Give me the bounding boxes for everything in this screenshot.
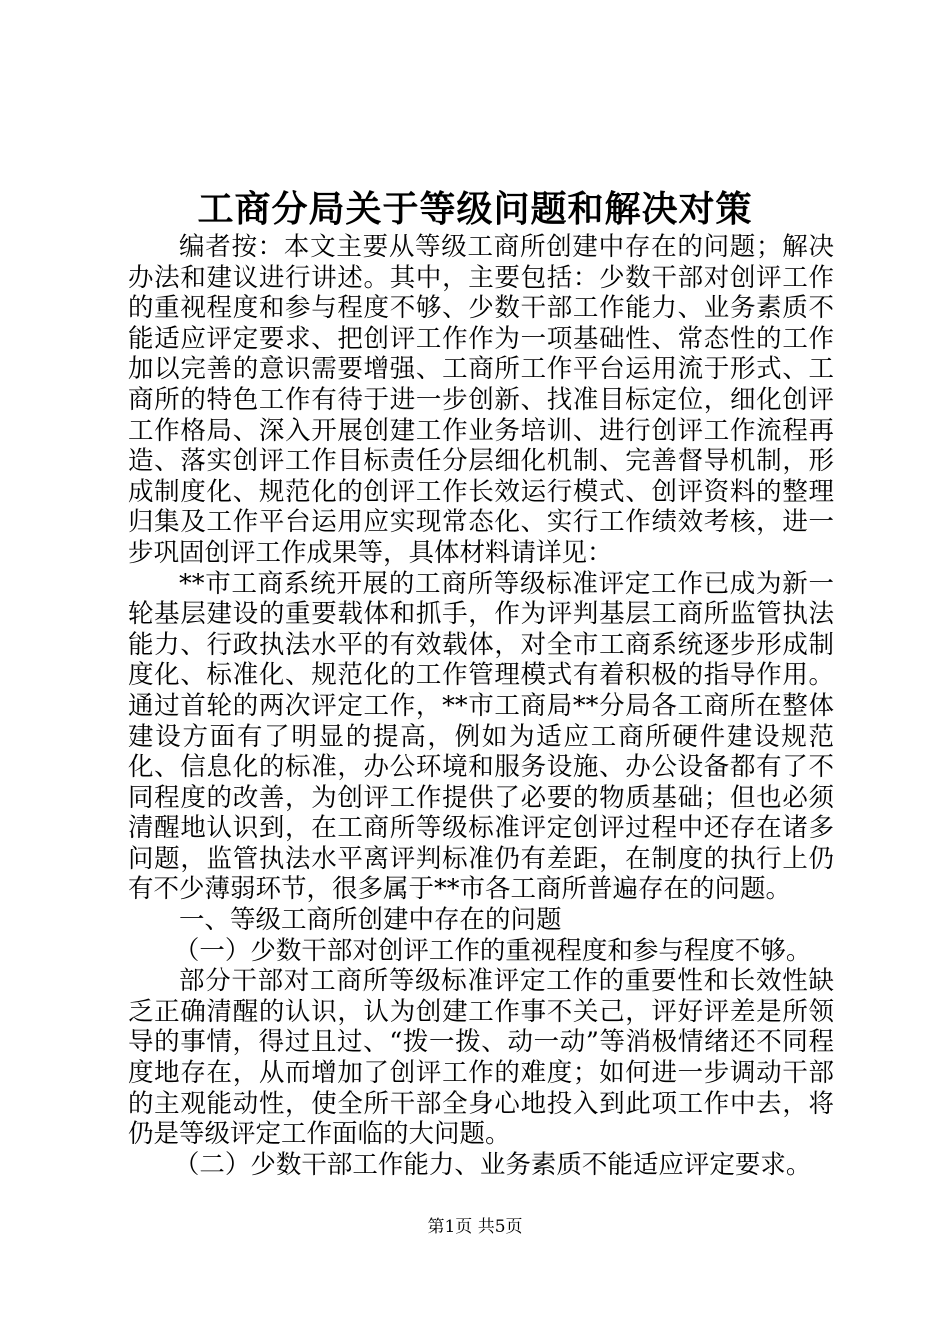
- subsection-heading-1: （一）少数干部对创评工作的重视程度和参与程度不够。: [173, 935, 812, 966]
- page-footer: 第1页 共5页: [427, 1217, 523, 1237]
- body-paragraph: 部分干部对工商所等级标准评定工作的重要性和长效性缺乏正确清醒的认识，认为创建工作事不关己，评好评差是所领导的事情，得过且过、“拨一拨、动一动”等消极情绪还不同程度地存在，从而增加了创评工作的难度；如何进一步调动干部的主观能动性，使全所干部全身心地投入到此项工作中去，将仍是等级评定工作面临的大问题。: [128, 966, 834, 1150]
- subsection-heading-2: （二）少数干部工作能力、业务素质不能适应评定要求。: [173, 1149, 812, 1180]
- editor-note-paragraph: 编者按：本文主要从等级工商所创建中存在的问题；解决办法和建议进行讲述。其中，主要包括：少数干部对创评工作的重视程度和参与程度不够、少数干部工作能力、业务素质不能适应评定要求、把创评工作作为一项基础性、常态性的工作加以完善的意识需要增强、工商所工作平台运用流于形式、工商所的特色工作有待于进一步创新、找准目标定位，细化创评工作格局、深入开展创建工作业务培训、进行创评工作流程再造、落实创评工作目标责任分层细化机制、完善督导机制，形成制度化、规范化的创评工作长效运行模式、创评资料的整理归集及工作平台运用应实现常态化、实行工作绩效考核，进一步巩固创评工作成果等，具体材料请详见：: [128, 232, 834, 568]
- intro-paragraph: **市工商系统开展的工商所等级标准评定工作已成为新一轮基层建设的重要载体和抓手，作为评判基层工商所监管执法能力、行政执法水平的有效载体，对全市工商系统逐步形成制度化、标准化、规范化的工作管理模式有着积极的指导作用。通过首轮的两次评定工作，**市工商局**分局各工商所在整体建设方面有了明显的提高，例如为适应工商所硬件建设规范化、信息化的标准，办公环境和服务设施、办公设备都有了不同程度的改善，为创评工作提供了必要的物质基础；但也必须清醒地认识到，在工商所等级标准评定创评过程中还存在诸多问题，监管执法水平离评判标准仍有差距，在制度的执行上仍有不少薄弱环节，很多属于**市各工商所普遍存在的问题。: [128, 568, 834, 905]
- document-body: [128, 232, 834, 1180]
- section-heading: 一、等级工商所创建中存在的问题: [179, 905, 562, 936]
- document-title: 工商分局关于等级问题和解决对策: [197, 188, 753, 230]
